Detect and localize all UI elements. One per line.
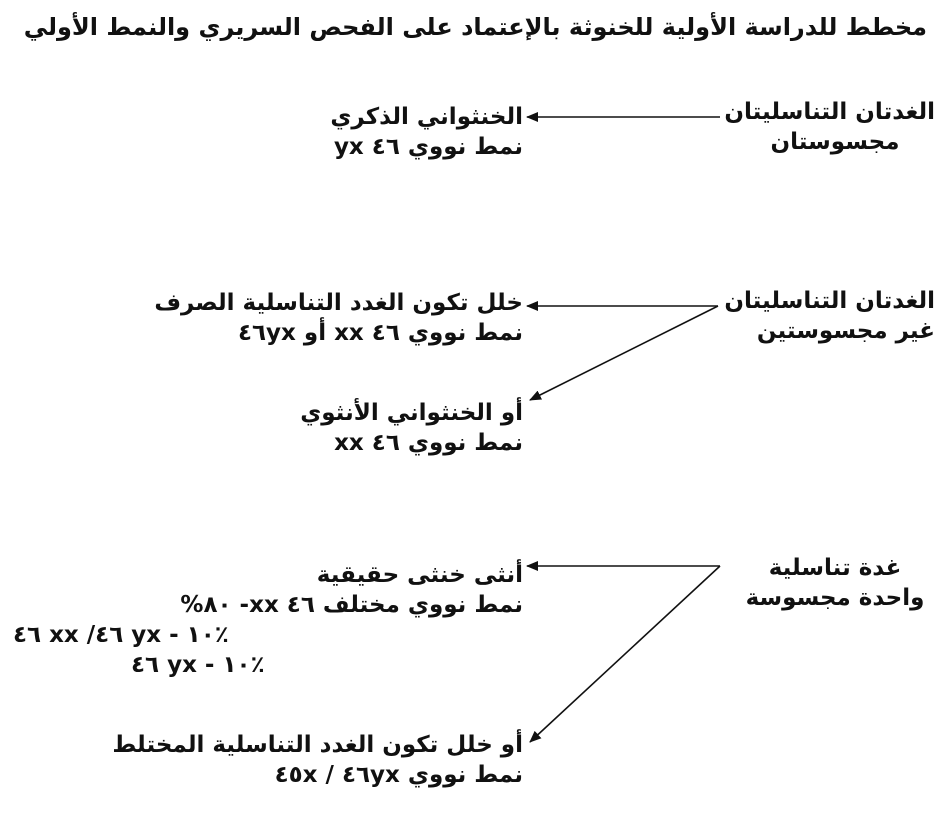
target-line: خلل تكون الغدد التناسلية الصرف: [154, 290, 523, 316]
target-line: نمط نووي ٤٦ yx: [333, 134, 523, 160]
target-line: أنثى خنثى حقيقية: [316, 562, 523, 588]
target-line: نمط نووي مختلف ٤٦ xx- ٨٠%: [180, 592, 523, 618]
source-line: مجسوستان: [770, 129, 900, 155]
target-line: ٤٦ yx - ١٠٪: [131, 652, 265, 678]
target-line: نمط نووي ٤٦yx / ٤٥x: [274, 762, 523, 788]
target-line: الخنثواني الذكري: [330, 104, 523, 130]
source-line: غدة تناسلية: [768, 555, 902, 581]
source-line: واحدة مجسوسة: [745, 585, 925, 611]
target-line: أو الخنثواني الأنثوي: [300, 400, 523, 426]
target-line: ٤٦ xx /٤٦ yx - ١٠٪: [13, 622, 229, 648]
source-line: الغدتان التناسليتان: [724, 288, 935, 314]
arrow-row3-lower: [530, 566, 720, 742]
target-line: نمط نووي ٤٦ xx: [334, 430, 523, 456]
arrow-row2-lower: [530, 306, 718, 400]
source-line: الغدتان التناسليتان: [724, 99, 935, 125]
target-line: نمط نووي ٤٦ xx أو ٤٦yx: [237, 320, 523, 346]
source-line: غير مجسوستين: [756, 318, 935, 344]
page-title: مخطط للدراسة الأولية للخنوثة بالإعتماد على الفحص السريري والنمط الأولي: [23, 13, 927, 41]
target-line: أو خلل تكون الغدد التناسلية المختلط: [112, 732, 523, 758]
